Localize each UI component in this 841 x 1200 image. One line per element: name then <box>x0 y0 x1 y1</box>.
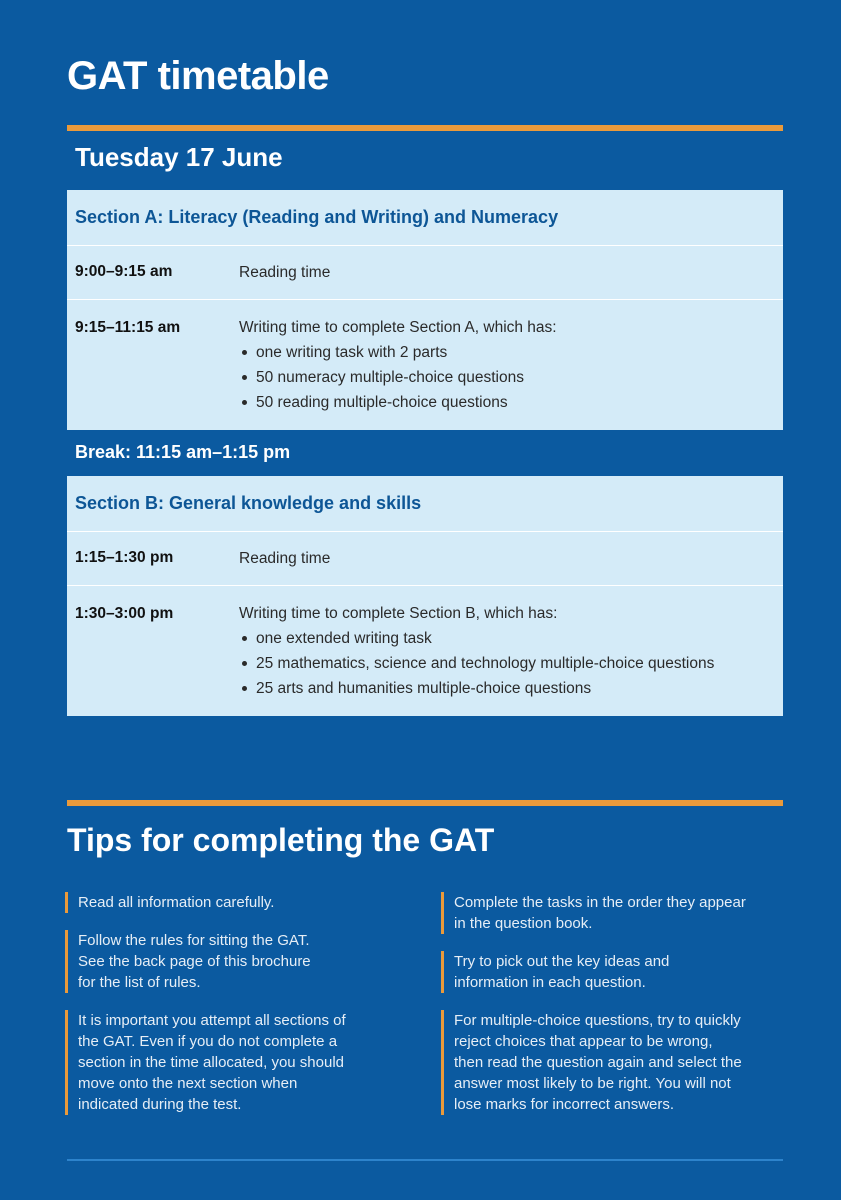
tip-item: Read all information carefully. <box>65 892 415 913</box>
tip-item: Complete the tasks in the order they appear in the question book. <box>441 892 791 934</box>
tips-title: Tips for completing the GAT <box>67 822 495 858</box>
row-time: 1:30–3:00 pm <box>75 605 174 622</box>
day-heading: Tuesday 17 June <box>75 142 283 172</box>
tip-item: Follow the rules for sitting the GAT. See the back page of this brochure for the list of rules. <box>65 930 415 993</box>
section-b-heading: Section B: General knowledge and skills <box>67 476 783 532</box>
bullet-item: 25 arts and humanities multiple-choice questions <box>239 676 714 701</box>
footer-divider <box>67 1159 783 1161</box>
bullet-list <box>239 340 557 415</box>
orange-divider <box>67 125 783 131</box>
bullet-item: 25 mathematics, science and technology multiple-choice questions <box>239 651 714 676</box>
bullet-item: 50 numeracy multiple-choice questions <box>239 365 557 390</box>
row-description <box>239 315 557 430</box>
page-title: GAT timetable <box>67 54 329 98</box>
timetable-row <box>67 300 783 430</box>
timetable-row <box>67 246 783 300</box>
section-a-heading: Section A: Literacy (Reading and Writing) and Numeracy <box>67 190 783 246</box>
bullet-item: one extended writing task <box>239 626 714 651</box>
section-a-panel <box>67 190 783 430</box>
bullet-item: one writing task with 2 parts <box>239 340 557 365</box>
timetable-row <box>67 586 783 716</box>
tips-column-left <box>65 892 415 1132</box>
tip-item: Try to pick out the key ideas and information in each question. <box>441 951 791 993</box>
row-description: Reading time <box>239 264 331 281</box>
tips-column-right <box>441 892 791 1132</box>
orange-divider <box>67 800 783 806</box>
tip-item: It is important you attempt all sections of the GAT. Even if you do not complete a section in the time allocated, you should move onto the next section when indicated during the test. <box>65 1010 415 1115</box>
section-b-panel <box>67 476 783 716</box>
bullet-item: 50 reading multiple-choice questions <box>239 390 557 415</box>
row-description-text: Writing time to complete Section B, which has: <box>239 605 558 622</box>
row-time: 9:00–9:15 am <box>75 263 173 280</box>
row-description: Reading time <box>239 550 331 567</box>
timetable-row <box>67 532 783 586</box>
bullet-list <box>239 626 714 701</box>
row-description <box>239 601 714 716</box>
tip-item: For multiple-choice questions, try to quickly reject choices that appear to be wrong, then read the question again and select the answer most likely to be right. You will not lose marks for incorrect answers. <box>441 1010 791 1115</box>
row-time: 1:15–1:30 pm <box>75 549 174 566</box>
row-description-text: Writing time to complete Section A, which has: <box>239 319 557 336</box>
row-time: 9:15–11:15 am <box>75 319 181 336</box>
break-time: Break: 11:15 am–1:15 pm <box>75 442 291 462</box>
